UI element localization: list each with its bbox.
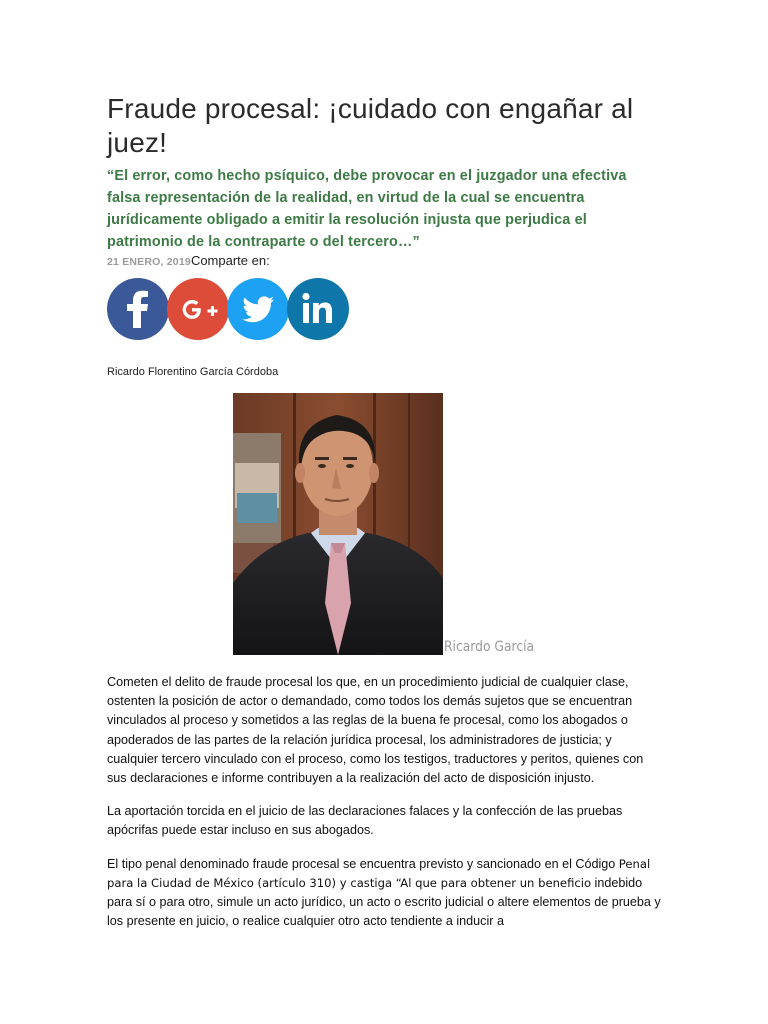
article-paragraph-2: La aportación torcida en el juicio de las declaraciones falaces y la confección de las pruebas apócrifas puede estar incluso en sus abogados. (107, 804, 623, 838)
author-photo (233, 393, 443, 655)
linkedin-icon (287, 278, 349, 340)
facebook-share-button[interactable] (107, 278, 169, 340)
author-name: Ricardo Florentino García Córdoba (107, 366, 279, 378)
twitter-share-button[interactable] (227, 278, 289, 340)
article-title: Fraude procesal: ¡cuidado con engañar al juez! (107, 93, 634, 158)
google-plus-icon (167, 278, 229, 340)
photo-caption: Ricardo García (444, 639, 535, 655)
facebook-icon (107, 278, 169, 340)
share-label: Comparte en: (190, 253, 270, 268)
article-paragraph-3 (107, 855, 663, 932)
article-meta (107, 253, 663, 270)
twitter-icon (227, 278, 289, 340)
social-share-bar (107, 278, 663, 342)
paragraph-3-part-c: indebido para sí o para otro, simule un acto jurídico, un acto o escrito judicial o altere elementos de prueba y los presente en juicio, o realice cualquier otro acto tendiente a inducir a (107, 875, 661, 929)
author-photo-block (107, 393, 663, 655)
google-plus-share-button[interactable] (167, 278, 229, 340)
paragraph-3-part-b: Penal para la Ciudad de México (artículo 310) y castiga “Al que para obtener un beneficio (107, 856, 651, 890)
article (107, 92, 663, 931)
publish-date: 21 ENERO, 2019 (107, 256, 191, 268)
paragraph-3-part-a: El tipo penal denominado fraude procesal se encuentra previsto y sancionado en el Código (107, 856, 619, 871)
linkedin-share-button[interactable] (287, 278, 349, 340)
article-paragraph-1: Cometen el delito de fraude procesal los que, en un procedimiento judicial de cualquier clase, ostenten la posición de actor o demandado, como todos los demás sujetos que se encuentran vinculados al proceso y sometidos a las reglas de la buena fe procesal, como los abogados o apoderados de las partes de la relación jurídica procesal, los administradores de justicia; y cualquier tercero vinculado con el proceso, como los testigos, traductores y peritos, quienes con sus declaraciones e informe contribuyen a la realización del acto de disposición injusto. (107, 675, 644, 786)
article-quote: “El error, como hecho psíquico, debe provocar en el juzgador una efectiva falsa representación de la realidad, en virtud de la cual se encuentra jurídicamente obligado a emitir la resolución injusta que perjudica el patrimonio de la contraparte o del tercero…” (107, 168, 627, 250)
